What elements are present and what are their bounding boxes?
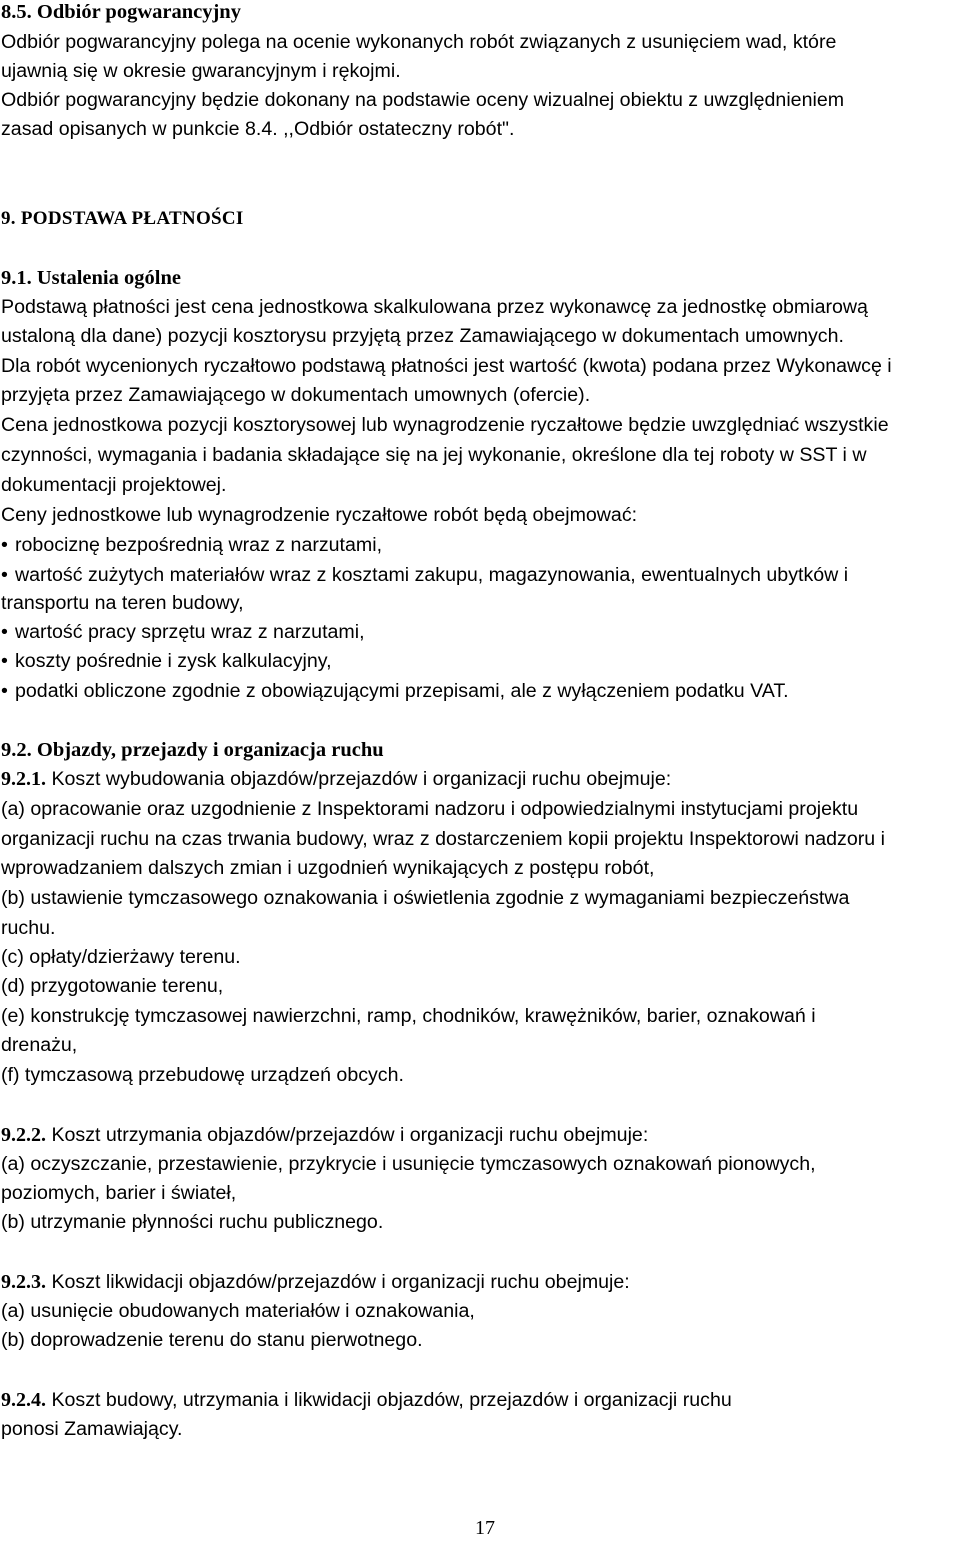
list-item-text: wartość zużytych materiałów wraz z kosztami zakupu, magazynowania, ewentualnych ubytków i xyxy=(15,564,849,586)
paragraph-line: ruchu. xyxy=(1,917,56,939)
list-item-text: podatki obliczone zgodnie z obowiązującymi przepisami, ale z wyłączeniem podatku VAT. xyxy=(15,680,789,702)
subsection-title xyxy=(1,1270,630,1294)
subsection-title-text: Koszt wybudowania objazdów/przejazdów i organizacji ruchu obejmuje: xyxy=(46,768,672,790)
bullet-icon: • xyxy=(1,680,8,702)
subsection-title xyxy=(1,1123,648,1147)
subsection-number: 9.2.2. xyxy=(1,1124,46,1146)
paragraph-line: przyjęta przez Zamawiającego w dokumentach umownych (ofercie). xyxy=(1,384,591,406)
subsection-number: 9.2.3. xyxy=(1,1271,46,1293)
paragraph-line: (a) oczyszczanie, przestawienie, przykrycie i usunięcie tymczasowych oznakowań pionowych, xyxy=(1,1153,816,1175)
list-item-continuation: transportu na teren budowy, xyxy=(1,592,244,614)
page-number: 17 xyxy=(475,1517,495,1539)
list-item-text: koszty pośrednie i zysk kalkulacyjny, xyxy=(15,650,332,672)
subsection-title-text: Koszt utrzymania objazdów/przejazdów i organizacji ruchu obejmuje: xyxy=(46,1124,649,1146)
paragraph-line: (d) przygotowanie terenu, xyxy=(1,975,224,997)
paragraph-line: poziomych, barier i świateł, xyxy=(1,1182,237,1204)
paragraph-line: Dla robót wycenionych ryczałtowo podstawą płatności jest wartość (kwota) podana przez Wykonawcę i xyxy=(1,355,892,377)
section-heading-9-1: 9.1. Ustalenia ogólne xyxy=(1,267,181,289)
paragraph-line: Podstawą płatności jest cena jednostkowa skalkulowana przez wykonawcę za jednostkę obmiarową xyxy=(1,296,868,318)
paragraph-line: Ceny jednostkowe lub wynagrodzenie ryczałtowe robót będą obejmować: xyxy=(1,504,638,526)
subsection-title-text: Koszt budowy, utrzymania i likwidacji objazdów, przejazdów i organizacji ruchu xyxy=(46,1389,732,1411)
list-item xyxy=(1,563,848,587)
subsection-title-text: Koszt likwidacji objazdów/przejazdów i organizacji ruchu obejmuje: xyxy=(46,1271,630,1293)
bullet-icon: • xyxy=(1,621,8,643)
paragraph-line: czynności, wymagania i badania składające się na jej wykonanie, określone dla tej roboty w SST i w xyxy=(1,444,867,466)
paragraph-line: ujawnią się w okresie gwarancyjnym i rękojmi. xyxy=(1,60,401,82)
list-item-text: wartość pracy sprzętu wraz z narzutami, xyxy=(15,621,365,643)
paragraph-line: (c) opłaty/dzierżawy terenu. xyxy=(1,946,241,968)
paragraph-line: (e) konstrukcję tymczasowej nawierzchni, ramp, chodników, krawężników, barier, oznakowań i xyxy=(1,1005,816,1027)
section-heading-8-5: 8.5. Odbiór pogwarancyjny xyxy=(1,1,241,23)
section-heading-9-2: 9.2. Objazdy, przejazdy i organizacja ruchu xyxy=(1,739,384,761)
list-item-text: robociznę bezpośrednią wraz z narzutami, xyxy=(15,534,383,556)
subsection-title xyxy=(1,767,671,791)
paragraph-line: wprowadzaniem dalszych zmian i uzgodnień wynikających z postępu robót, xyxy=(1,857,655,879)
paragraph-line: (b) ustawienie tymczasowego oznakowania i oświetlenia zgodnie z wymaganiami bezpieczeństwa xyxy=(1,887,850,909)
paragraph-line: ponosi Zamawiający. xyxy=(1,1418,183,1440)
paragraph-line: zasad opisanych w punkcie 8.4. ,,Odbiór ostateczny robót". xyxy=(1,118,515,140)
paragraph-line: Cena jednostkowa pozycji kosztorysowej lub wynagrodzenie ryczałtowe będzie uwzględniać wszystkie xyxy=(1,414,889,436)
bullet-icon: • xyxy=(1,564,8,586)
paragraph-line: Odbiór pogwarancyjny będzie dokonany na podstawie oceny wizualnej obiektu z uwzględnieniem xyxy=(1,89,845,111)
paragraph-line: (f) tymczasową przebudowę urządzeń obcych. xyxy=(1,1064,404,1086)
section-heading-9: 9. PODSTAWA PŁATNOŚCI xyxy=(1,208,244,229)
paragraph-line: ustaloną dla dane) pozycji kosztorysu przyjętą przez Zamawiającego w dokumentach umownych. xyxy=(1,325,844,347)
paragraph-line: (a) opracowanie oraz uzgodnienie z Inspektorami nadzoru i odpowiedzialnymi instytucjami projektu xyxy=(1,798,859,820)
paragraph-line: (b) doprowadzenie terenu do stanu pierwotnego. xyxy=(1,1329,423,1351)
paragraph-line: (a) usunięcie obudowanych materiałów i oznakowania, xyxy=(1,1300,475,1322)
list-item xyxy=(1,620,365,644)
bullet-icon: • xyxy=(1,650,8,672)
paragraph-line: organizacji ruchu na czas trwania budowy, wraz z dostarczeniem kopii projektu Inspektorowi nadzoru i xyxy=(1,828,885,850)
paragraph-line: dokumentacji projektowej. xyxy=(1,474,227,496)
paragraph-line: drenażu, xyxy=(1,1034,78,1056)
subsection-number: 9.2.1. xyxy=(1,768,46,790)
paragraph-line: (b) utrzymanie płynności ruchu publicznego. xyxy=(1,1211,384,1233)
list-item xyxy=(1,679,789,703)
subsection-number: 9.2.4. xyxy=(1,1389,46,1411)
bullet-icon: • xyxy=(1,534,8,556)
paragraph-line: Odbiór pogwarancyjny polega na ocenie wykonanych robót związanych z usunięciem wad, które xyxy=(1,31,837,53)
subsection-title xyxy=(1,1388,732,1412)
list-item xyxy=(1,533,382,557)
list-item xyxy=(1,649,332,673)
